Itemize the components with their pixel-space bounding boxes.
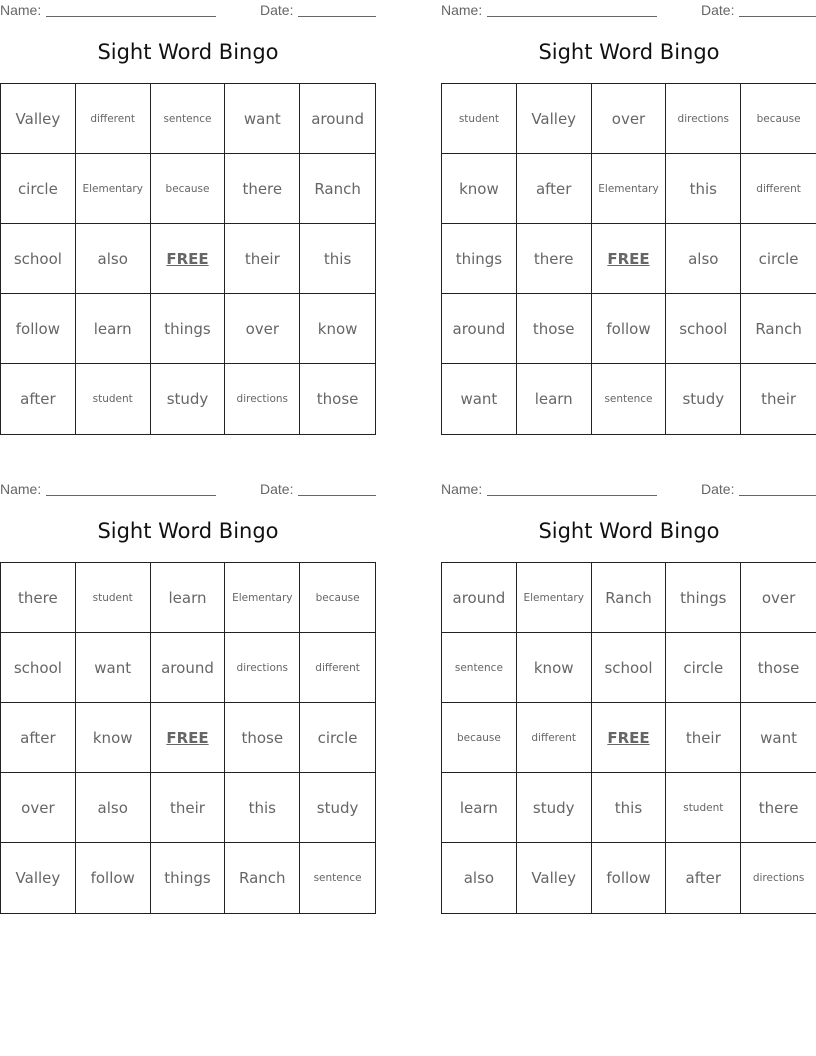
bingo-cell: Elementary	[225, 563, 300, 633]
name-date-row	[0, 479, 376, 501]
bingo-cell: after	[1, 703, 76, 773]
name-blank-line	[46, 16, 216, 17]
bingo-cell: study	[151, 364, 226, 434]
name-blank-line	[487, 495, 657, 496]
bingo-cell: around	[442, 563, 517, 633]
bingo-cell: Ranch	[300, 154, 375, 224]
bingo-card	[0, 479, 376, 913]
bingo-cell: want	[225, 84, 300, 154]
name-blank-line	[487, 16, 657, 17]
bingo-cell: those	[741, 633, 816, 703]
bingo-cell: things	[666, 563, 741, 633]
bingo-cell: sentence	[442, 633, 517, 703]
bingo-cell: Ranch	[225, 843, 300, 913]
bingo-cell: things	[442, 224, 517, 294]
bingo-cell: directions	[225, 633, 300, 703]
bingo-cell: want	[76, 633, 151, 703]
bingo-cell: circle	[741, 224, 816, 294]
bingo-cell: after	[517, 154, 592, 224]
card-title: Sight Word Bingo	[97, 40, 279, 64]
free-space-cell: FREE	[592, 703, 667, 773]
bingo-cell: student	[76, 563, 151, 633]
bingo-cell: Ranch	[741, 294, 816, 364]
bingo-cell: learn	[76, 294, 151, 364]
bingo-cell: different	[741, 154, 816, 224]
bingo-cell: school	[1, 224, 76, 294]
bingo-grid	[441, 562, 816, 914]
bingo-cell: follow	[1, 294, 76, 364]
bingo-cell: study	[300, 773, 375, 843]
bingo-cell: want	[741, 703, 816, 773]
date-blank-line	[739, 16, 816, 17]
bingo-cell: this	[592, 773, 667, 843]
bingo-cell: this	[225, 773, 300, 843]
bingo-cell: circle	[666, 633, 741, 703]
bingo-cell: because	[442, 703, 517, 773]
bingo-cell: Elementary	[592, 154, 667, 224]
bingo-cell: Valley	[1, 843, 76, 913]
bingo-cell: student	[76, 364, 151, 434]
bingo-cell: because	[300, 563, 375, 633]
bingo-cell: different	[300, 633, 375, 703]
bingo-cell: learn	[442, 773, 517, 843]
bingo-cell: sentence	[313, 872, 362, 884]
bingo-cell: different	[517, 703, 592, 773]
bingo-cell: because	[741, 84, 816, 154]
card-title: Sight Word Bingo	[538, 519, 720, 543]
bingo-cell: there	[1, 563, 76, 633]
bingo-cell: Elementary	[76, 154, 151, 224]
bingo-cell: learn	[151, 563, 226, 633]
name-blank-line	[46, 495, 216, 496]
bingo-cell: also	[76, 773, 151, 843]
bingo-card	[441, 0, 816, 434]
bingo-cell: over	[225, 294, 300, 364]
bingo-cell: after	[666, 843, 741, 913]
name-label: Name:	[0, 2, 42, 18]
card-title: Sight Word Bingo	[538, 40, 720, 64]
bingo-cell: this	[300, 224, 375, 294]
bingo-cell: directions	[225, 364, 300, 434]
bingo-cell: know	[442, 154, 517, 224]
bingo-cell: circle	[1, 154, 76, 224]
bingo-cell: around	[442, 294, 517, 364]
bingo-cell: sentence	[151, 84, 226, 154]
bingo-cell: study	[517, 773, 592, 843]
bingo-cell: directions	[752, 872, 805, 884]
bingo-cell: also	[76, 224, 151, 294]
bingo-cell: school	[1, 633, 76, 703]
bingo-cell: different	[76, 84, 151, 154]
date-label: Date:	[701, 2, 735, 18]
bingo-cell: know	[76, 703, 151, 773]
bingo-cell: directions	[666, 84, 741, 154]
date-label: Date:	[701, 481, 735, 497]
bingo-cell: school	[592, 633, 667, 703]
bingo-cell: follow	[76, 843, 151, 913]
bingo-grid	[0, 562, 376, 914]
bingo-cell: there	[225, 154, 300, 224]
bingo-cell: around	[300, 84, 375, 154]
bingo-cell: Elementary	[517, 563, 592, 633]
bingo-cell: their	[151, 773, 226, 843]
bingo-cell: student	[442, 84, 517, 154]
date-blank-line	[739, 495, 816, 496]
bingo-cell: student	[666, 773, 741, 843]
bingo-cell: their	[761, 390, 797, 408]
name-label: Name:	[441, 2, 483, 18]
bingo-cell: those	[316, 390, 359, 408]
bingo-cell: over	[592, 84, 667, 154]
bingo-cell: Valley	[517, 84, 592, 154]
bingo-grid	[441, 83, 816, 435]
date-blank-line	[298, 16, 376, 17]
bingo-card	[0, 0, 376, 434]
bingo-cell: around	[151, 633, 226, 703]
date-blank-line	[298, 495, 376, 496]
bingo-cell: there	[741, 773, 816, 843]
bingo-grid	[0, 83, 376, 435]
bingo-cell: know	[517, 633, 592, 703]
bingo-cell: their	[666, 703, 741, 773]
bingo-cell: their	[225, 224, 300, 294]
name-date-row	[441, 479, 816, 501]
name-date-row	[0, 0, 376, 22]
bingo-cell: follow	[592, 294, 667, 364]
name-label: Name:	[0, 481, 42, 497]
bingo-cell: because	[151, 154, 226, 224]
bingo-cell: there	[517, 224, 592, 294]
bingo-cell: also	[442, 843, 517, 913]
bingo-cell: over	[741, 563, 816, 633]
bingo-cell: after	[1, 364, 76, 434]
bingo-cell: follow	[592, 843, 667, 913]
card-title: Sight Word Bingo	[97, 519, 279, 543]
bingo-cell: those	[225, 703, 300, 773]
bingo-cell: circle	[300, 703, 375, 773]
bingo-cell: know	[300, 294, 375, 364]
bingo-cell: Valley	[1, 84, 76, 154]
bingo-cell: over	[1, 773, 76, 843]
date-label: Date:	[260, 2, 294, 18]
free-space-cell: FREE	[592, 224, 667, 294]
bingo-cell: learn	[517, 364, 592, 434]
bingo-cell: things	[151, 294, 226, 364]
bingo-cell: want	[442, 364, 517, 434]
bingo-cell: things	[151, 843, 226, 913]
name-label: Name:	[441, 481, 483, 497]
free-space-cell: FREE	[151, 703, 226, 773]
bingo-cell: study	[666, 364, 741, 434]
free-space-cell: FREE	[151, 224, 226, 294]
bingo-cell: this	[666, 154, 741, 224]
date-label: Date:	[260, 481, 294, 497]
bingo-cell: sentence	[592, 364, 667, 434]
bingo-cell: Valley	[517, 843, 592, 913]
bingo-cell: school	[666, 294, 741, 364]
bingo-card	[441, 479, 816, 913]
bingo-cell: Ranch	[592, 563, 667, 633]
name-date-row	[441, 0, 816, 22]
bingo-cell: also	[666, 224, 741, 294]
bingo-cell: those	[517, 294, 592, 364]
